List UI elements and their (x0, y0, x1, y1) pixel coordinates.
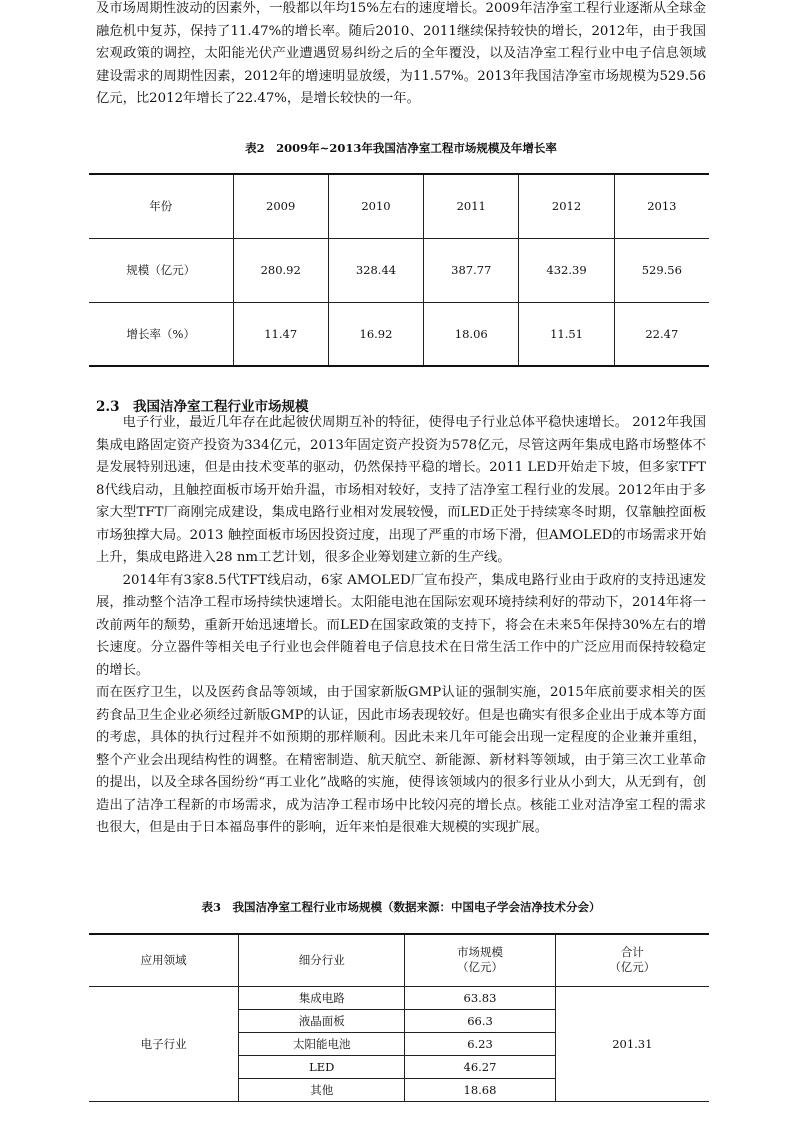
table-cell: 11.51 (519, 302, 614, 366)
intro-text: 及市场周期性波动的因素外，一般都以年均15%左右的速度增长。2009年洁净室工程行业逐渐从全球金融危机中复苏，保持了11.47%的增长率。随后2010、2011继续保持较快的增长，2012年，由于我国宏观政策的调控，太阳能光伏产业遭遇贸易纠纷之后的全年覆没，以及洁净室工程行业中电子信息领域建设需求的周期性因素，2012年的增速明显放缓，为11.57%。2013年我国洁净室市场规模为529.56亿元，比2012年增长了22.47%，是增长较快的一年。 (96, 1, 706, 106)
table-cell: 6.23 (405, 1032, 555, 1055)
table-cell: 太阳能电池 (239, 1032, 405, 1055)
table-cell: 22.47 (614, 302, 709, 366)
table-row (89, 934, 709, 986)
table3-industry-market (89, 933, 709, 1102)
table-cell (405, 934, 555, 986)
table-cell: 201.31 (555, 986, 709, 1101)
table-cell: 18.68 (405, 1078, 555, 1101)
table-cell: 集成电路 (239, 986, 405, 1009)
section-paragraph: 电子行业，最近几年存在此起彼伏周期互补的特征，使得电子行业总体平稳快速增长。 2012年我国集成电路固定资产投资为334亿元，2013年固定资产投资为578亿元，尽管这两年集成电路市场整体不是发展特别迅速，但是由技术变革的驱动，仍然保持平稳的增长。2011 LED开始走下坡，但多家TFT 8代线启动，且触控面板市场开始升温，市场相对较好，支持了洁净室工程行业的发展。2012年由于多家大型TFT厂商刚完成建设，集成电路行业相对发展较慢，而LED正处于持续寒冬时期，仅靠触控面板市场独撑大局。2013 触控面板市场因投资过度，出现了严重的市场下滑，但AMOLED的市场需求开始上升，集成电路进入28 nm工艺计划，很多企业筹划建立新的生产线。 (96, 415, 706, 565)
header-line: （亿元） (609, 960, 656, 975)
table2-market-size (89, 173, 709, 367)
header-line: 市场规模 (456, 945, 503, 960)
section-paragraph: 2014年有3家8.5代TFT线启动，6家 AMOLED厂宣布投产，集成电路行业由于政府的支持迅速发展，推动整个洁净工程市场持续快速增长。太阳能电池在国际宏观环境持续利好的带动下，2014年将一改前两年的颓势，重新开始迅速增长。而LED在国家政策的支持下，将会在未来5年保持30%左右的增长速度。分立器件等相关电子行业也会伴随着电子信息技术在日常生活工作中的广泛应用而保持较稳定的增长。 (96, 572, 706, 678)
table-cell: 2012 (519, 174, 614, 238)
table-row (89, 238, 709, 302)
section-paragraph: 而在医疗卫生，以及医药食品等领域，由于国家新版GMP认证的强制实施，2015年底前要求相关的医药食品卫生企业必须经过新版GMP的认证，因此市场表现较好。但是也确实有很多企业出于成本等方面的考虑，具体的执行过程并不如预期的那样顺利。因此未来几年可能会出现一定程度的企业兼并重组，整个产业会出现结构性的调整。在精密制造、航天航空、新能源、新材料等领域，由于第三次工业革命的提出，以及全球各国纷纷“再工业化”战略的实施，使得该领域内的很多行业从小到大，从无到有，创造出了洁净工程新的市场需求，成为洁净工程市场中比较闪亮的增长点。核能工业对洁净室工程的需求也很大，但是由于日本福岛事件的影响，近年来怕是很难大规模的实现扩展。 (96, 685, 706, 835)
table-cell: 规模（亿元） (89, 238, 233, 302)
table-cell: LED (239, 1055, 405, 1078)
table-cell: 年份 (89, 174, 233, 238)
table-cell: 529.56 (614, 238, 709, 302)
table-cell: 16.92 (328, 302, 423, 366)
table-cell: 11.47 (233, 302, 328, 366)
section-body (96, 412, 706, 840)
table-cell: 液晶面板 (239, 1009, 405, 1032)
table-cell: 其他 (239, 1078, 405, 1101)
table-cell: 432.39 (519, 238, 614, 302)
table-cell: 387.77 (424, 238, 519, 302)
table-cell (555, 934, 709, 986)
table-row (89, 986, 709, 1009)
section-heading: 2.3 我国洁净室工程行业市场规模 (96, 399, 309, 415)
table2-caption: 表2 2009年~2013年我国洁净室工程市场规模及年增长率 (245, 141, 557, 155)
table-cell: 电子行业 (89, 986, 239, 1101)
table-cell: 细分行业 (239, 934, 405, 986)
table-cell: 2009 (233, 174, 328, 238)
table-cell: 280.92 (233, 238, 328, 302)
table-row (89, 302, 709, 366)
header-line: 合计 (620, 945, 644, 960)
table-cell: 增长率（%） (89, 302, 233, 366)
table3-caption: 表3 我国洁净室工程行业市场规模（数据来源：中国电子学会洁净技术分会） (201, 900, 601, 914)
table-cell: 2013 (614, 174, 709, 238)
table-cell: 46.27 (405, 1055, 555, 1078)
table-cell: 66.3 (405, 1009, 555, 1032)
table-cell: 2011 (424, 174, 519, 238)
table-cell: 应用领域 (89, 934, 239, 986)
table-cell: 63.83 (405, 986, 555, 1009)
table-row (89, 174, 709, 238)
table-cell: 18.06 (424, 302, 519, 366)
header-line: （亿元） (456, 960, 503, 975)
table-cell: 2010 (328, 174, 423, 238)
intro-paragraph (96, 0, 706, 111)
table-cell: 328.44 (328, 238, 423, 302)
